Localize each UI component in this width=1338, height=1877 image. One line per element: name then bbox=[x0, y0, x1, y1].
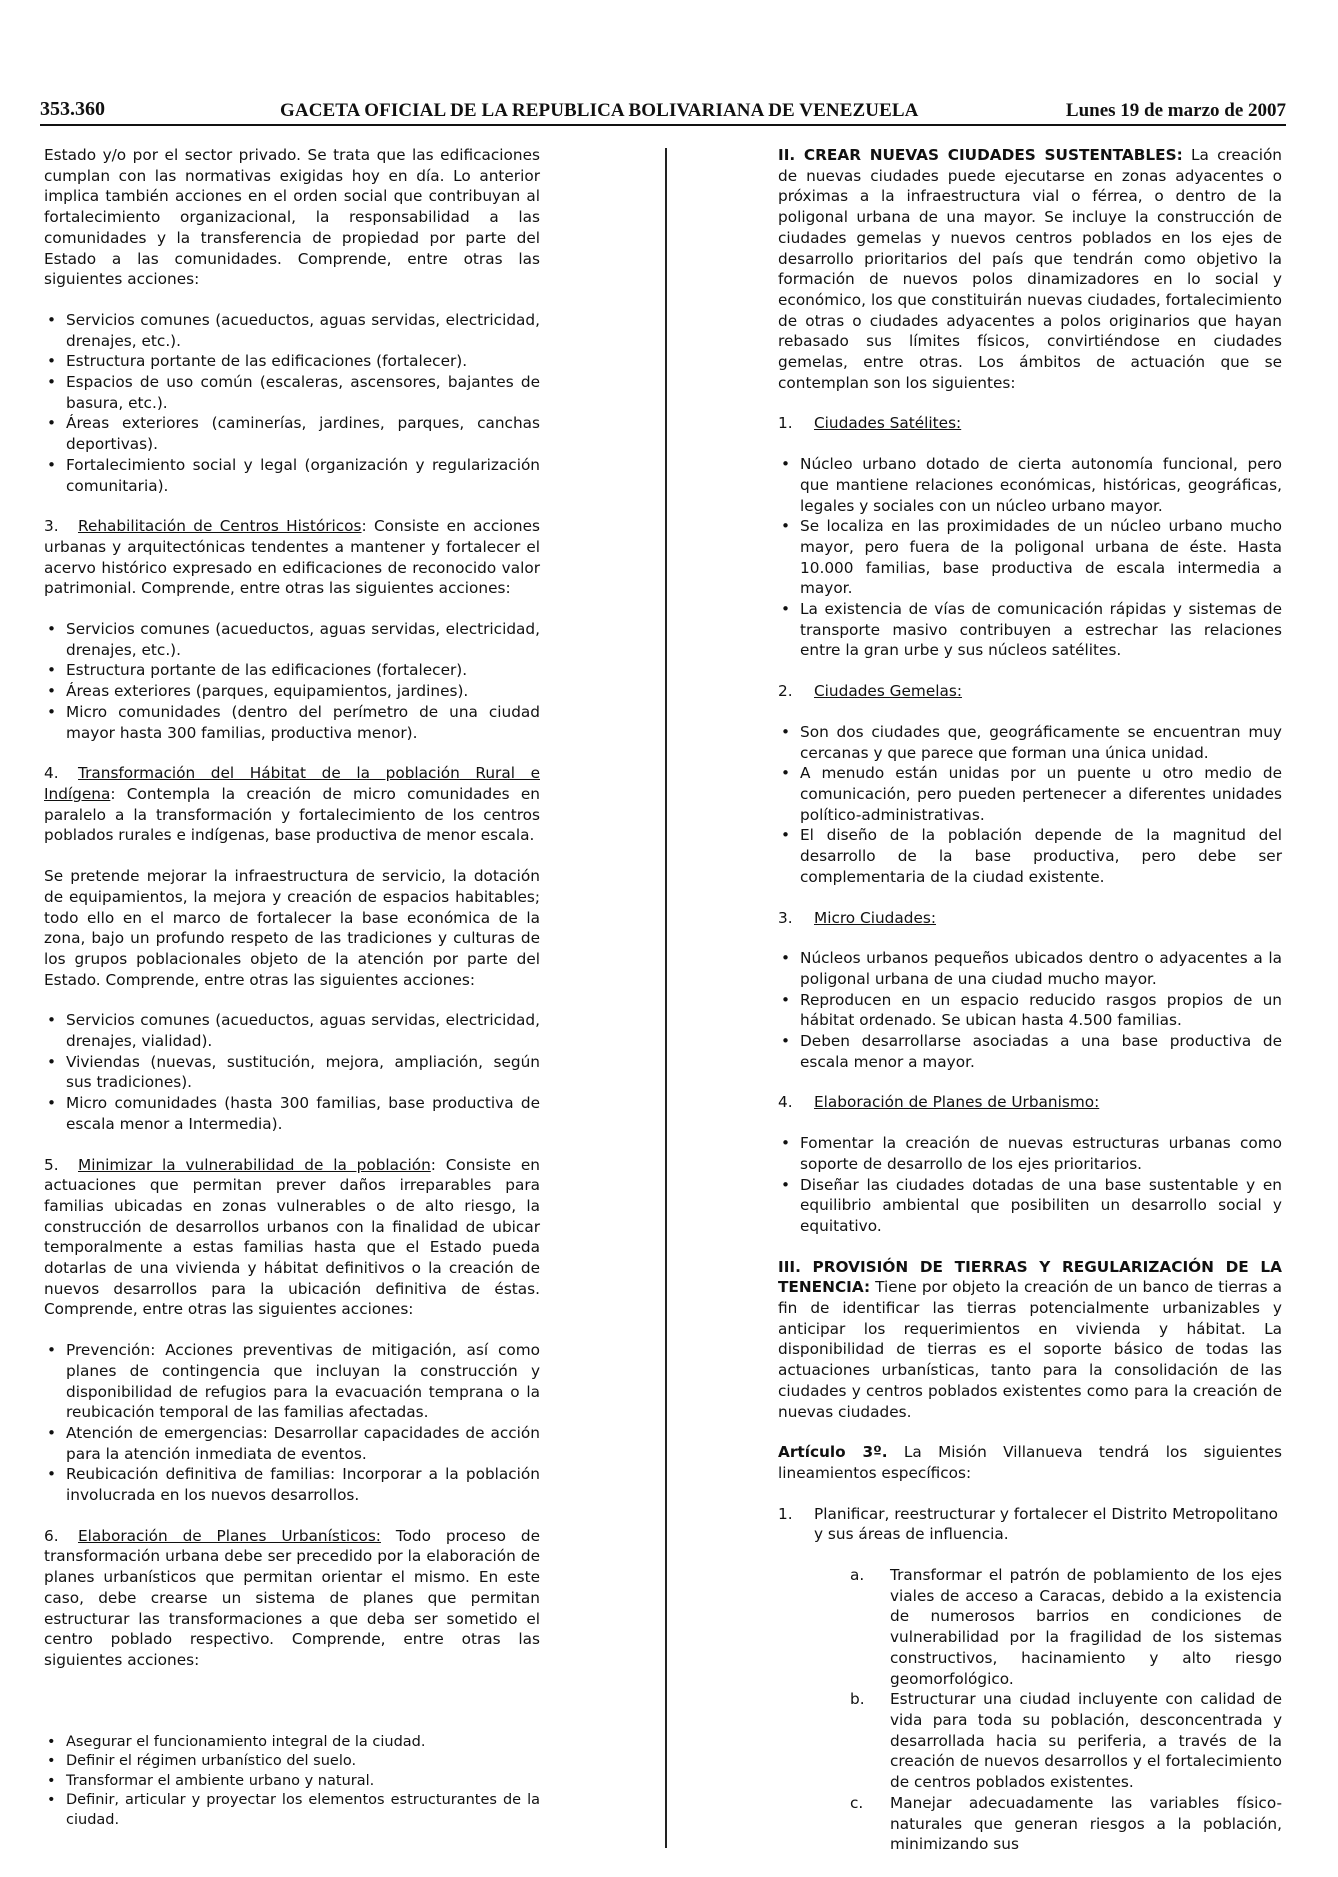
section-ii-text: La creación de nuevas ciudades puede ejecutarse en zonas adyacentes o próximas a la infraestructura vial o férrea, o dentro de la poligonal urbana de una mayor. Se incluye la construcción de ciudades gemelas y nuevos centros poblados en los ejes de desarrollo prioritarios del país que tendrán como objetivo la formación de nuevos polos dinamizadores en lo social y económico, los que constituirán nuevas ciudades, fortalecimiento de otras o ciudades adyacentes a polos originarios que hayan rebasado sus límites físicos, convirtiéndose en ciudades gemelas, entre otras. Los ámbitos de actuación que se contemplan son los siguientes: bbox=[778, 146, 1283, 392]
left-column bbox=[44, 145, 540, 1830]
section-number: 5. bbox=[44, 1155, 59, 1174]
sub-list bbox=[814, 1565, 1282, 1855]
bullet-list-rehabilitation bbox=[44, 310, 540, 496]
section-iii-paragraph bbox=[778, 1257, 1282, 1423]
bullet-list-historic-centers bbox=[44, 619, 540, 743]
section-3-paragraph bbox=[44, 516, 540, 599]
list-item: • Estructura portante de las edificaciones (fortalecer). bbox=[44, 351, 540, 372]
list-item: • Deben desarrollarse asociadas a una base productiva de escala menor a mayor. bbox=[778, 1031, 1282, 1072]
issue-date: Lunes 19 de marzo de 2007 bbox=[1065, 100, 1286, 121]
section-6-paragraph bbox=[44, 1526, 540, 1671]
item-number: 3. bbox=[778, 908, 793, 927]
article-3-paragraph bbox=[778, 1442, 1282, 1483]
item-title: Ciudades Satélites: bbox=[814, 414, 962, 433]
item-number: 4. bbox=[778, 1093, 793, 1112]
list-item: • Servicios comunes (acueductos, aguas servidas, electricidad, drenajes, vialidad). bbox=[44, 1010, 540, 1051]
section-text: : Consiste en acciones urbanas y arquitectónicas tendentes a mantener y fortalecer el acervo histórico expresado en edificaciones de reconocido valor patrimonial. Comprende, entre otras las siguientes acciones: bbox=[44, 517, 540, 598]
sub-item-letter: a. bbox=[850, 1566, 865, 1585]
section-text: Todo proceso de transformación urbana debe ser precedido por la elaboración de planes urbanísticos que permitan orientar el mismo. En este caso, debe crearse un sistema de planes que permitan estructurar las transformaciones a que deba ser sometido el centro poblado respectivo. Comprende, entre otras las siguientes acciones: bbox=[44, 1526, 540, 1669]
section-number: 3. bbox=[44, 517, 59, 536]
section-ii-paragraph bbox=[778, 145, 1282, 393]
list-item: • Fomentar la creación de nuevas estructuras urbanas como soporte de desarrollo de los ejes prioritarios. bbox=[778, 1133, 1282, 1174]
micro-cities-heading bbox=[778, 908, 1282, 929]
list-item: • Diseñar las ciudades dotadas de una base sustentable y en equilibrio ambiental que posibiliten un desarrollo social y equitativo. bbox=[778, 1175, 1282, 1237]
list-item: • Áreas exteriores (caminerías, jardines, parques, canchas deportivas). bbox=[44, 413, 540, 454]
list-item: • La existencia de vías de comunicación rápidas y sistemas de transporte masivo contribuyen a estrechar las relaciones entre la gran urbe y sus núcleos satélites. bbox=[778, 599, 1282, 661]
item-number: 2. bbox=[778, 682, 793, 701]
list-item: • Fortalecimiento social y legal (organización y regularización comunitaria). bbox=[44, 455, 540, 496]
section-iii-text: Tiene por objeto la creación de un banco de tierras a fin de identificar las tierras potencialmente urbanizables y anticipar los requerimientos en vivienda y hábitat. La disponibilidad de tierras es el soporte básico de todas las actuaciones urbanísticas, tanto para la consolidación de las ciudades y centros poblados existentes como para la creación de nuevas ciudades. bbox=[778, 1278, 1282, 1421]
section-number: 6. bbox=[44, 1526, 59, 1545]
bullet-list-satellite-cities bbox=[778, 454, 1282, 661]
section-ii-title: II. CREAR NUEVAS CIUDADES SUSTENTABLES: bbox=[778, 146, 1183, 164]
list-item bbox=[778, 1504, 1282, 1855]
sub-item-letter: c. bbox=[850, 1793, 864, 1812]
list-item: • Micro comunidades (dentro del perímetro de una ciudad mayor hasta 300 familias, productiva menor). bbox=[44, 702, 540, 743]
section-4-paragraph bbox=[44, 763, 540, 846]
list-item: • Son dos ciudades que, geográficamente se encuentran muy cercanas y que parece que forman una única unidad. bbox=[778, 722, 1282, 763]
sub-item bbox=[850, 1565, 1282, 1689]
bullet-list-rural-habitat bbox=[44, 1010, 540, 1134]
item-title: Elaboración de Planes de Urbanismo: bbox=[814, 1093, 1100, 1112]
section-iii-title: III. PROVISIÓN DE TIERRAS Y REGULARIZACIÓN DE LA TENENCIA: bbox=[778, 1257, 1282, 1297]
section-4-paragraph-2: Se pretende mejorar la infraestructura de servicio, la dotación de equipamientos, la mejora y creación de espacios habitables; todo ello en el marco de fortalecer la base económica de la zona, bajo un profundo respeto de las tradiciones y culturas de los grupos poblacionales objeto de la atención por parte del Estado. Comprende, entre otras las siguientes acciones: bbox=[44, 867, 540, 989]
article-list bbox=[778, 1504, 1282, 1855]
column-divider bbox=[665, 148, 667, 1848]
list-item: • Servicios comunes (acueductos, aguas servidas, electricidad, drenajes, etc.). bbox=[44, 619, 540, 660]
sub-item-text: Estructurar una ciudad incluyente con calidad de vida para toda su población, desconcentrada y desarrollada hacia su periferia, a través de la creación de nuevos desarrollos y el fortalecimiento de centros poblados existentes. bbox=[890, 1690, 1282, 1792]
list-item: • Reubicación definitiva de familias: Incorporar a la población involucrada en los nuevos desarrollos. bbox=[44, 1464, 540, 1505]
item-number: 1. bbox=[778, 414, 793, 433]
page-number: 353.360 bbox=[40, 98, 105, 120]
bullet-list-urbanism-plans bbox=[778, 1133, 1282, 1237]
list-item: • Definir el régimen urbanístico del suelo. bbox=[44, 1752, 540, 1772]
twin-cities-heading bbox=[778, 681, 1282, 702]
satellite-cities-heading bbox=[778, 413, 1282, 434]
bullet-list-vulnerability bbox=[44, 1340, 540, 1506]
sub-item-text: Transformar el patrón de poblamiento de los ejes viales de acceso a Caracas, debido a la existencia de numerosos barrios en condiciones de vulnerabilidad por la fragilidad de los sistemas constructivos, hacinamiento y alto riesgo geomorfológico. bbox=[890, 1566, 1282, 1688]
section-number: 4. bbox=[44, 764, 59, 783]
bullet-list-micro-cities bbox=[778, 948, 1282, 1072]
section-title: Elaboración de Planes Urbanísticos: bbox=[78, 1526, 381, 1545]
section-5-paragraph bbox=[44, 1155, 540, 1321]
page-header bbox=[40, 98, 1286, 126]
item-text: Planificar, reestructurar y fortalecer el Distrito Metropolitano y sus áreas de influencia. bbox=[814, 1504, 1279, 1544]
sub-item-letter: b. bbox=[850, 1690, 865, 1709]
list-item: • Reproducen en un espacio reducido rasgos propios de un hábitat ordenado. Se ubican hasta 4.500 familias. bbox=[778, 990, 1282, 1031]
list-item: • Atención de emergencias: Desarrollar capacidades de acción para la atención inmediata de eventos. bbox=[44, 1423, 540, 1464]
list-item: • Viviendas (nuevas, sustitución, mejora, ampliación, según sus tradiciones). bbox=[44, 1052, 540, 1093]
section-text: : Consiste en actuaciones que permitan prever daños irreparables para familias ubicadas en zonas vulnerables o de alto riesgo, la construcción de desarrollos urbanos con la finalidad de ubicar temporalmente a estas familias hasta que el Estado pueda dotarlas de una vivienda y hábitat definitivos o la creación de nuevos desarrollos para la ubicación definitiva de éstas. Comprende, entre otras las siguientes acciones: bbox=[44, 1155, 540, 1319]
gazette-title: GACETA OFICIAL DE LA REPUBLICA BOLIVARIANA DE VENEZUELA bbox=[280, 100, 919, 121]
section-title: Transformación del Hábitat de la población Rural e Indígena bbox=[44, 764, 540, 803]
right-column bbox=[778, 145, 1282, 1855]
list-item: • A menudo están unidas por un puente u otro medio de comunicación, pero pueden pertenecer a diferentes unidades político-administrativas. bbox=[778, 763, 1282, 825]
list-item: • Núcleo urbano dotado de cierta autonomía funcional, pero que mantiene relaciones económicas, históricas, geográficas, legales y sociales con un núcleo urbano mayor. bbox=[778, 454, 1282, 516]
urbanism-plans-heading bbox=[778, 1092, 1282, 1113]
list-item: • Definir, articular y proyectar los elementos estructurantes de la ciudad. bbox=[44, 1791, 540, 1830]
bullet-list-twin-cities bbox=[778, 722, 1282, 888]
item-number: 1. bbox=[778, 1504, 793, 1523]
sub-item-text: Manejar adecuadamente las variables físico-naturales que generan riesgos a la población, minimizando sus bbox=[890, 1793, 1282, 1854]
list-item: • Servicios comunes (acueductos, aguas servidas, electricidad, drenajes, etc.). bbox=[44, 310, 540, 351]
article-text: La Misión Villanueva tendrá los siguientes lineamientos específicos: bbox=[778, 1443, 1283, 1482]
list-item: • Espacios de uso común (escaleras, ascensores, bajantes de basura, etc.). bbox=[44, 372, 540, 413]
sub-item bbox=[850, 1793, 1282, 1855]
section-title: Rehabilitación de Centros Históricos bbox=[78, 517, 362, 536]
section-text: : Contempla la creación de micro comunidades en paralelo a la transformación y fortalecimiento de los centros poblados rurales e indígenas, base productiva de menor escala. bbox=[44, 784, 540, 845]
list-item: • Asegurar el funcionamiento integral de la ciudad. bbox=[44, 1733, 540, 1753]
list-item: • El diseño de la población depende de la magnitud del desarrollo de la base productiva, pero debe ser complementaria de la ciudad existente. bbox=[778, 825, 1282, 887]
list-item: • Estructura portante de las edificaciones (fortalecer). bbox=[44, 660, 540, 681]
section-title: Minimizar la vulnerabilidad de la población bbox=[78, 1155, 431, 1174]
article-label: Artículo 3º. bbox=[778, 1443, 888, 1462]
list-item: • Prevención: Acciones preventivas de mitigación, así como planes de contingencia que incluyan la construcción y disponibilidad de refugios para la evacuación temprana o la reubicación temporal de las familias afectadas. bbox=[44, 1340, 540, 1423]
bullet-list-urban-plans bbox=[44, 1733, 540, 1831]
list-item: • Transformar el ambiente urbano y natural. bbox=[44, 1772, 540, 1792]
list-item: • Micro comunidades (hasta 300 familias, base productiva de escala menor a Intermedia). bbox=[44, 1093, 540, 1134]
list-item: • Se localiza en las proximidades de un núcleo urbano mucho mayor, pero fuera de la poligonal urbana de éste. Hasta 10.000 familias, base productiva de escala intermedia a mayor. bbox=[778, 516, 1282, 599]
item-title: Micro Ciudades: bbox=[814, 908, 936, 927]
item-title: Ciudades Gemelas: bbox=[814, 682, 962, 701]
list-item: • Núcleos urbanos pequeños ubicados dentro o adyacentes a la poligonal urbana de una ciudad mucho mayor. bbox=[778, 948, 1282, 989]
sub-item bbox=[850, 1689, 1282, 1793]
list-item: • Áreas exteriores (parques, equipamientos, jardines). bbox=[44, 681, 540, 702]
intro-paragraph: Estado y/o por el sector privado. Se trata que las edificaciones cumplan con las normativas exigidas hoy en día. Lo anterior implica también acciones en el orden social que contribuyan al fortalecimiento organizacional, la responsabilidad a las comunidades y la transferencia de propiedad por parte del Estado a las comunidades. Comprende, entre otras las siguientes acciones: bbox=[44, 146, 540, 289]
blank-space bbox=[44, 1691, 540, 1733]
